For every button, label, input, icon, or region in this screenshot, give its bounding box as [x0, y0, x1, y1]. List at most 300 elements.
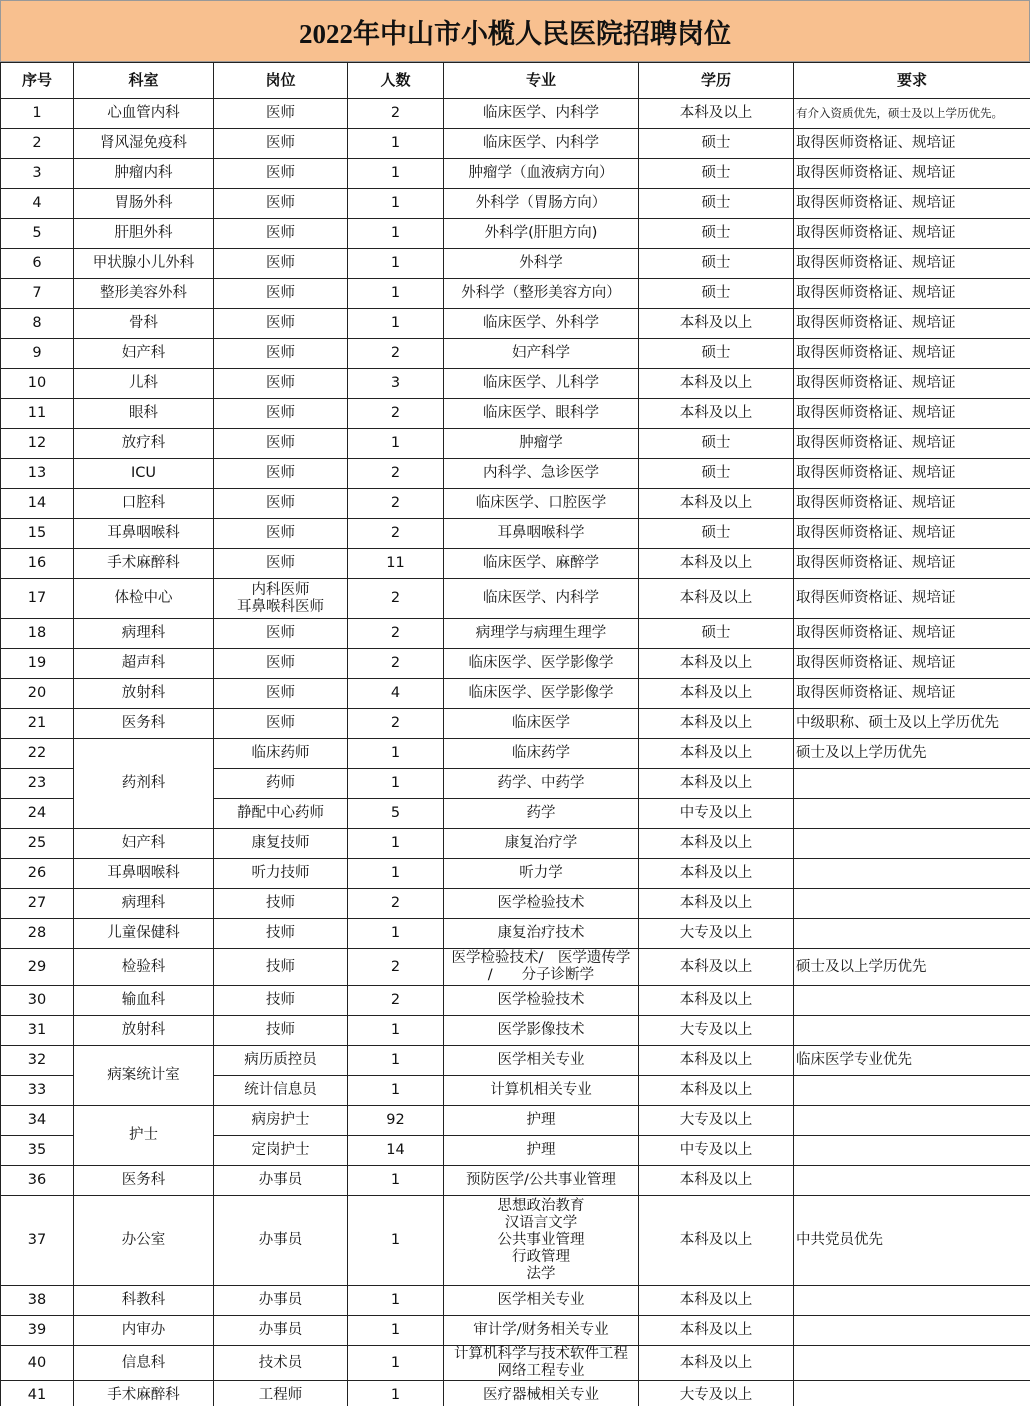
table-row	[1, 709, 1030, 739]
cell-education: 本科及以上	[639, 399, 794, 429]
cell-education: 大专及以上	[639, 1106, 794, 1136]
cell-department: ICU	[74, 459, 214, 489]
cell-headcount: 2	[348, 99, 444, 129]
cell-major: 临床医学、医学影像学	[444, 679, 639, 709]
cell-position: 康复技师	[214, 829, 348, 859]
table-row	[1, 679, 1030, 709]
cell-major: 病理学与病理生理学	[444, 619, 639, 649]
header-index: 序号	[1, 63, 74, 99]
cell-position: 静配中心药师	[214, 799, 348, 829]
cell-index: 16	[1, 549, 74, 579]
cell-department: 妇产科	[74, 339, 214, 369]
header-headcount: 人数	[348, 63, 444, 99]
cell-index: 29	[1, 949, 74, 986]
cell-position: 定岗护士	[214, 1136, 348, 1166]
cell-major: 外科学（胃肠方向）	[444, 189, 639, 219]
cell-index: 34	[1, 1106, 74, 1136]
cell-position: 医师	[214, 189, 348, 219]
cell-position: 工程师	[214, 1381, 348, 1406]
cell-major: 护理	[444, 1136, 639, 1166]
cell-education: 本科及以上	[639, 889, 794, 919]
cell-major: 医学相关专业	[444, 1286, 639, 1316]
cell-index: 28	[1, 919, 74, 949]
cell-education: 硕士	[639, 519, 794, 549]
cell-requirement: 取得医师资格证、规培证	[794, 549, 1030, 579]
cell-requirement: 有介入资质优先，硕士及以上学历优先。	[794, 99, 1030, 129]
cell-major: 外科学	[444, 249, 639, 279]
cell-headcount: 1	[348, 189, 444, 219]
cell-department: 体检中心	[74, 579, 214, 619]
table-row	[1, 1346, 1030, 1381]
cell-headcount: 4	[348, 679, 444, 709]
table-row	[1, 619, 1030, 649]
cell-headcount: 1	[348, 219, 444, 249]
table-row	[1, 399, 1030, 429]
table-row	[1, 309, 1030, 339]
cell-department: 医务科	[74, 709, 214, 739]
cell-requirement	[794, 889, 1030, 919]
cell-major: 预防医学/公共事业管理	[444, 1166, 639, 1196]
cell-index: 27	[1, 889, 74, 919]
cell-department: 信息科	[74, 1346, 214, 1381]
cell-requirement: 取得医师资格证、规培证	[794, 649, 1030, 679]
cell-education: 本科及以上	[639, 369, 794, 399]
cell-department: 科教科	[74, 1286, 214, 1316]
table-row	[1, 1381, 1030, 1406]
cell-index: 23	[1, 769, 74, 799]
cell-major: 医学检验技术	[444, 986, 639, 1016]
cell-requirement: 中级职称、硕士及以上学历优先	[794, 709, 1030, 739]
table-row	[1, 159, 1030, 189]
cell-headcount: 14	[348, 1136, 444, 1166]
table-row	[1, 739, 1030, 769]
table-row	[1, 279, 1030, 309]
cell-education: 硕士	[639, 619, 794, 649]
cell-index: 31	[1, 1016, 74, 1046]
cell-department: 放射科	[74, 1016, 214, 1046]
cell-index: 14	[1, 489, 74, 519]
cell-position: 听力技师	[214, 859, 348, 889]
cell-education: 大专及以上	[639, 1016, 794, 1046]
cell-headcount: 1	[348, 159, 444, 189]
cell-headcount: 1	[348, 309, 444, 339]
cell-major: 听力学	[444, 859, 639, 889]
cell-education: 本科及以上	[639, 309, 794, 339]
cell-requirement: 取得医师资格证、规培证	[794, 279, 1030, 309]
cell-requirement: 取得医师资格证、规培证	[794, 219, 1030, 249]
cell-headcount: 2	[348, 489, 444, 519]
cell-position: 技师	[214, 919, 348, 949]
cell-requirement: 取得医师资格证、规培证	[794, 579, 1030, 619]
cell-major: 临床医学、内科学	[444, 99, 639, 129]
cell-requirement: 取得医师资格证、规培证	[794, 339, 1030, 369]
cell-index: 41	[1, 1381, 74, 1406]
cell-index: 17	[1, 579, 74, 619]
cell-department: 骨科	[74, 309, 214, 339]
cell-headcount: 1	[348, 1196, 444, 1286]
cell-requirement: 取得医师资格证、规培证	[794, 369, 1030, 399]
table-row	[1, 249, 1030, 279]
cell-major: 临床医学、儿科学	[444, 369, 639, 399]
cell-position: 医师	[214, 129, 348, 159]
header-position: 岗位	[214, 63, 348, 99]
cell-index: 21	[1, 709, 74, 739]
cell-index: 24	[1, 799, 74, 829]
cell-headcount: 1	[348, 1381, 444, 1406]
cell-position: 医师	[214, 459, 348, 489]
cell-department: 心血管内科	[74, 99, 214, 129]
cell-headcount: 1	[348, 1286, 444, 1316]
cell-major: 肿瘤学（血液病方向）	[444, 159, 639, 189]
cell-index: 36	[1, 1166, 74, 1196]
cell-education: 硕士	[639, 279, 794, 309]
cell-headcount: 2	[348, 619, 444, 649]
cell-requirement: 临床医学专业优先	[794, 1046, 1030, 1076]
cell-requirement	[794, 1166, 1030, 1196]
table-row	[1, 1046, 1030, 1076]
cell-education: 本科及以上	[639, 1196, 794, 1286]
table-row	[1, 1316, 1030, 1346]
cell-position: 统计信息员	[214, 1076, 348, 1106]
cell-requirement: 中共党员优先	[794, 1196, 1030, 1286]
cell-department: 肝胆外科	[74, 219, 214, 249]
cell-headcount: 2	[348, 399, 444, 429]
cell-education: 硕士	[639, 459, 794, 489]
cell-position: 办事员	[214, 1286, 348, 1316]
cell-index: 2	[1, 129, 74, 159]
cell-education: 本科及以上	[639, 1076, 794, 1106]
table-row	[1, 1286, 1030, 1316]
cell-department: 手术麻醉科	[74, 1381, 214, 1406]
cell-major: 临床医学、内科学	[444, 129, 639, 159]
cell-position: 医师	[214, 279, 348, 309]
cell-major: 医学影像技术	[444, 1016, 639, 1046]
cell-education: 本科及以上	[639, 829, 794, 859]
cell-position: 技师	[214, 949, 348, 986]
table-row	[1, 859, 1030, 889]
cell-department: 耳鼻咽喉科	[74, 859, 214, 889]
cell-requirement: 取得医师资格证、规培证	[794, 309, 1030, 339]
cell-headcount: 1	[348, 1316, 444, 1346]
cell-headcount: 1	[348, 859, 444, 889]
table-row	[1, 919, 1030, 949]
cell-index: 33	[1, 1076, 74, 1106]
table-row	[1, 549, 1030, 579]
cell-index: 1	[1, 99, 74, 129]
cell-department: 肿瘤内科	[74, 159, 214, 189]
cell-department: 儿童保健科	[74, 919, 214, 949]
cell-requirement	[794, 1286, 1030, 1316]
cell-headcount: 5	[348, 799, 444, 829]
cell-requirement: 取得医师资格证、规培证	[794, 619, 1030, 649]
cell-headcount: 1	[348, 249, 444, 279]
cell-education: 本科及以上	[639, 1316, 794, 1346]
cell-department: 超声科	[74, 649, 214, 679]
cell-index: 15	[1, 519, 74, 549]
cell-index: 5	[1, 219, 74, 249]
cell-requirement	[794, 1346, 1030, 1381]
header-education: 学历	[639, 63, 794, 99]
cell-headcount: 1	[348, 429, 444, 459]
cell-major: 临床医学、内科学	[444, 579, 639, 619]
cell-index: 20	[1, 679, 74, 709]
cell-index: 13	[1, 459, 74, 489]
cell-headcount: 1	[348, 739, 444, 769]
cell-major: 康复治疗学	[444, 829, 639, 859]
cell-index: 10	[1, 369, 74, 399]
cell-education: 本科及以上	[639, 549, 794, 579]
cell-education: 本科及以上	[639, 859, 794, 889]
cell-position: 医师	[214, 549, 348, 579]
cell-position: 医师	[214, 709, 348, 739]
table-row	[1, 579, 1030, 619]
cell-major: 护理	[444, 1106, 639, 1136]
cell-major: 临床医学、眼科学	[444, 399, 639, 429]
cell-index: 38	[1, 1286, 74, 1316]
cell-headcount: 2	[348, 649, 444, 679]
cell-position: 办事员	[214, 1166, 348, 1196]
table-row	[1, 829, 1030, 859]
cell-headcount: 1	[348, 829, 444, 859]
cell-requirement	[794, 1316, 1030, 1346]
cell-department: 妇产科	[74, 829, 214, 859]
cell-index: 11	[1, 399, 74, 429]
cell-position: 医师	[214, 649, 348, 679]
cell-department: 整形美容外科	[74, 279, 214, 309]
cell-major: 肿瘤学	[444, 429, 639, 459]
cell-headcount: 2	[348, 986, 444, 1016]
cell-education: 中专及以上	[639, 1136, 794, 1166]
cell-education: 本科及以上	[639, 579, 794, 619]
cell-requirement	[794, 1016, 1030, 1046]
table-row	[1, 99, 1030, 129]
header-requirement: 要求	[794, 63, 1030, 99]
cell-department: 病理科	[74, 889, 214, 919]
cell-position: 临床药师	[214, 739, 348, 769]
cell-index: 7	[1, 279, 74, 309]
table-row	[1, 369, 1030, 399]
cell-requirement: 取得医师资格证、规培证	[794, 489, 1030, 519]
table-row	[1, 889, 1030, 919]
cell-education: 本科及以上	[639, 709, 794, 739]
table-row	[1, 949, 1030, 986]
cell-major: 内科学、急诊医学	[444, 459, 639, 489]
table-row	[1, 1106, 1030, 1136]
cell-major: 妇产科学	[444, 339, 639, 369]
cell-index: 32	[1, 1046, 74, 1076]
cell-headcount: 11	[348, 549, 444, 579]
cell-headcount: 3	[348, 369, 444, 399]
cell-education: 大专及以上	[639, 919, 794, 949]
cell-department: 护士	[74, 1106, 214, 1166]
cell-education: 本科及以上	[639, 1046, 794, 1076]
cell-department: 病案统计室	[74, 1046, 214, 1106]
cell-major: 计算机相关专业	[444, 1076, 639, 1106]
cell-department: 手术麻醉科	[74, 549, 214, 579]
cell-major: 外科学（整形美容方向）	[444, 279, 639, 309]
cell-requirement: 取得医师资格证、规培证	[794, 129, 1030, 159]
cell-education: 本科及以上	[639, 679, 794, 709]
cell-index: 3	[1, 159, 74, 189]
cell-headcount: 2	[348, 889, 444, 919]
cell-major: 医学检验技术	[444, 889, 639, 919]
cell-position: 办事员	[214, 1196, 348, 1286]
cell-index: 19	[1, 649, 74, 679]
cell-department: 病理科	[74, 619, 214, 649]
table-row	[1, 519, 1030, 549]
cell-major: 医学检验技术/ 医学遗传学 / 分子诊断学	[444, 949, 639, 986]
cell-education: 本科及以上	[639, 99, 794, 129]
cell-position: 医师	[214, 619, 348, 649]
cell-requirement: 取得医师资格证、规培证	[794, 189, 1030, 219]
cell-department: 检验科	[74, 949, 214, 986]
cell-department: 内审办	[74, 1316, 214, 1346]
cell-position: 医师	[214, 429, 348, 459]
positions-table	[0, 62, 1030, 1406]
cell-major: 药学	[444, 799, 639, 829]
cell-education: 硕士	[639, 159, 794, 189]
cell-requirement	[794, 1136, 1030, 1166]
cell-requirement	[794, 1381, 1030, 1406]
table-row	[1, 986, 1030, 1016]
table-header-row	[1, 63, 1030, 99]
cell-education: 本科及以上	[639, 489, 794, 519]
cell-headcount: 1	[348, 129, 444, 159]
cell-major: 医疗器械相关专业	[444, 1381, 639, 1406]
header-major: 专业	[444, 63, 639, 99]
table-row	[1, 129, 1030, 159]
cell-index: 6	[1, 249, 74, 279]
cell-index: 26	[1, 859, 74, 889]
cell-headcount: 1	[348, 919, 444, 949]
cell-position: 医师	[214, 679, 348, 709]
cell-position: 技师	[214, 1016, 348, 1046]
cell-index: 39	[1, 1316, 74, 1346]
cell-major: 药学、中药学	[444, 769, 639, 799]
cell-index: 40	[1, 1346, 74, 1381]
cell-requirement: 取得医师资格证、规培证	[794, 459, 1030, 489]
cell-education: 硕士	[639, 339, 794, 369]
page-title: 2022年中山市小榄人民医院招聘岗位	[0, 0, 1030, 62]
cell-major: 临床医学、外科学	[444, 309, 639, 339]
cell-position: 病房护士	[214, 1106, 348, 1136]
cell-education: 本科及以上	[639, 1166, 794, 1196]
cell-position: 医师	[214, 519, 348, 549]
table-row	[1, 1166, 1030, 1196]
table-row	[1, 429, 1030, 459]
cell-position: 技师	[214, 986, 348, 1016]
cell-major: 临床医学、麻醉学	[444, 549, 639, 579]
cell-department: 药剂科	[74, 739, 214, 829]
cell-index: 9	[1, 339, 74, 369]
cell-education: 硕士	[639, 189, 794, 219]
cell-headcount: 1	[348, 769, 444, 799]
cell-requirement	[794, 1106, 1030, 1136]
cell-position: 医师	[214, 489, 348, 519]
cell-education: 本科及以上	[639, 769, 794, 799]
table-row	[1, 459, 1030, 489]
cell-department: 口腔科	[74, 489, 214, 519]
cell-education: 本科及以上	[639, 986, 794, 1016]
cell-requirement	[794, 769, 1030, 799]
cell-requirement: 取得医师资格证、规培证	[794, 249, 1030, 279]
cell-headcount: 1	[348, 1016, 444, 1046]
cell-requirement	[794, 1076, 1030, 1106]
cell-department: 放射科	[74, 679, 214, 709]
cell-headcount: 92	[348, 1106, 444, 1136]
cell-headcount: 2	[348, 339, 444, 369]
cell-department: 办公室	[74, 1196, 214, 1286]
cell-index: 12	[1, 429, 74, 459]
cell-department: 眼科	[74, 399, 214, 429]
cell-headcount: 2	[348, 579, 444, 619]
cell-headcount: 1	[348, 1046, 444, 1076]
cell-education: 大专及以上	[639, 1381, 794, 1406]
cell-major: 审计学/财务相关专业	[444, 1316, 639, 1346]
cell-requirement: 取得医师资格证、规培证	[794, 399, 1030, 429]
table-row	[1, 189, 1030, 219]
cell-major: 临床药学	[444, 739, 639, 769]
cell-education: 本科及以上	[639, 1346, 794, 1381]
cell-position: 医师	[214, 99, 348, 129]
cell-position: 技术员	[214, 1346, 348, 1381]
cell-position: 医师	[214, 159, 348, 189]
cell-major: 临床医学、口腔医学	[444, 489, 639, 519]
cell-position: 医师	[214, 249, 348, 279]
cell-requirement	[794, 986, 1030, 1016]
cell-education: 硕士	[639, 249, 794, 279]
cell-headcount: 1	[348, 279, 444, 309]
cell-position: 医师	[214, 309, 348, 339]
cell-department: 输血科	[74, 986, 214, 1016]
cell-department: 耳鼻咽喉科	[74, 519, 214, 549]
cell-index: 8	[1, 309, 74, 339]
cell-department: 医务科	[74, 1166, 214, 1196]
cell-education: 本科及以上	[639, 649, 794, 679]
header-department: 科室	[74, 63, 214, 99]
cell-position: 医师	[214, 219, 348, 249]
cell-requirement	[794, 919, 1030, 949]
table-row	[1, 649, 1030, 679]
cell-position: 技师	[214, 889, 348, 919]
cell-index: 30	[1, 986, 74, 1016]
cell-major: 思想政治教育 汉语言文学 公共事业管理 行政管理 法学	[444, 1196, 639, 1286]
cell-department: 儿科	[74, 369, 214, 399]
cell-requirement	[794, 829, 1030, 859]
cell-education: 本科及以上	[639, 949, 794, 986]
cell-major: 耳鼻咽喉科学	[444, 519, 639, 549]
cell-requirement: 取得医师资格证、规培证	[794, 429, 1030, 459]
cell-headcount: 2	[348, 949, 444, 986]
cell-index: 37	[1, 1196, 74, 1286]
cell-education: 硕士	[639, 129, 794, 159]
cell-major: 康复治疗技术	[444, 919, 639, 949]
cell-position: 医师	[214, 399, 348, 429]
cell-department: 放疗科	[74, 429, 214, 459]
cell-requirement	[794, 799, 1030, 829]
cell-position: 医师	[214, 339, 348, 369]
cell-position: 办事员	[214, 1316, 348, 1346]
cell-position: 内科医师 耳鼻喉科医师	[214, 579, 348, 619]
cell-index: 35	[1, 1136, 74, 1166]
cell-requirement: 取得医师资格证、规培证	[794, 159, 1030, 189]
cell-major: 外科学(肝胆方向)	[444, 219, 639, 249]
table-row	[1, 1016, 1030, 1046]
cell-index: 18	[1, 619, 74, 649]
cell-major: 计算机科学与技术软件工程 网络工程专业	[444, 1346, 639, 1381]
cell-index: 25	[1, 829, 74, 859]
cell-education: 本科及以上	[639, 1286, 794, 1316]
